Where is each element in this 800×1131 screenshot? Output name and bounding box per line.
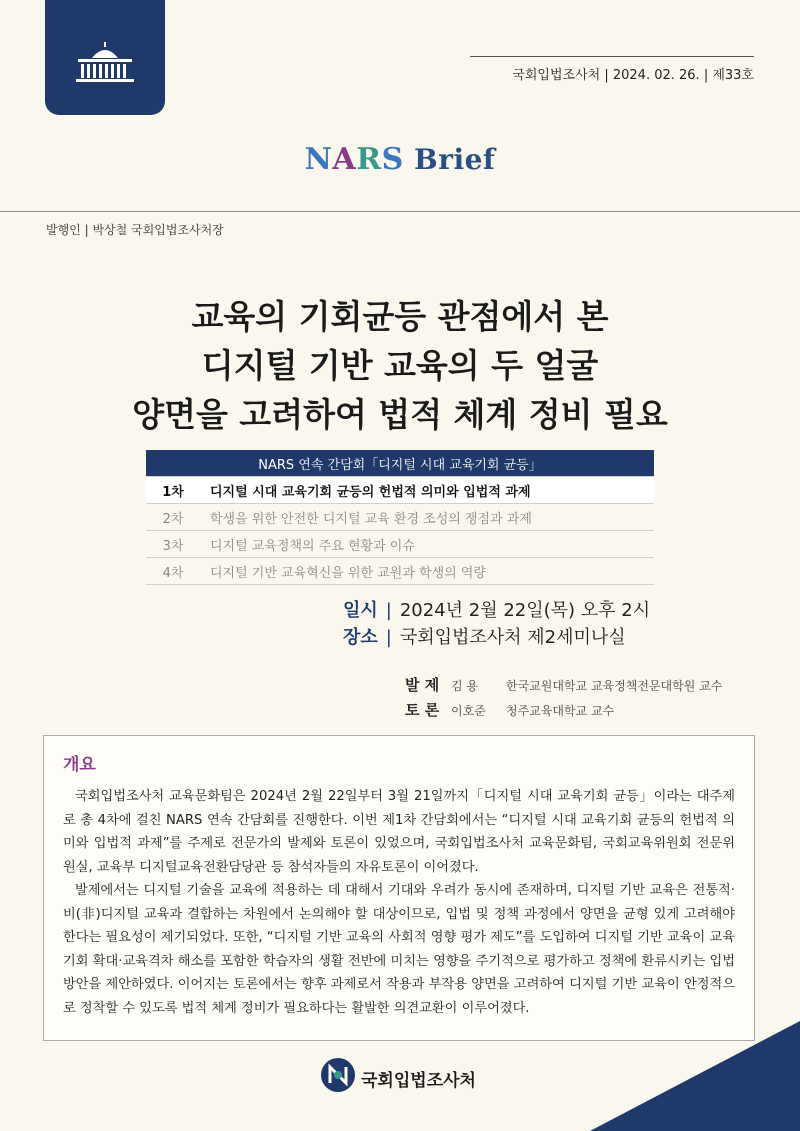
discussant-row: 토 론 이호준 청주교육대학교 교수 <box>405 701 615 719</box>
footer-org-name: 국회입법조사처 <box>361 1071 476 1091</box>
series-heading: NARS 연속 간담회「디지털 시대 교육기회 균등」 <box>146 450 654 477</box>
series-row <box>146 531 654 558</box>
series-table <box>146 450 654 585</box>
title-line-1: 교육의 기회균등 관점에서 본 <box>191 297 609 336</box>
issue-line: 국회입법조사처 | 2024. 02. 26. | 제33호 <box>512 68 754 83</box>
overview-title: 개요 <box>63 755 96 775</box>
series-no: 1차 <box>146 477 200 504</box>
header-divider <box>0 211 800 212</box>
title-line-3: 양면을 고려하여 법적 체계 정비 필요 <box>132 395 668 434</box>
nars-emblem-icon <box>320 1057 356 1093</box>
participants-block <box>405 673 722 723</box>
schedule-place: 장소 | 국회입법조사처 제2세미나실 <box>343 627 626 648</box>
nars-brief-logo: NARS Brief <box>304 142 496 177</box>
schedule-block <box>343 597 650 651</box>
series-row <box>146 558 654 585</box>
top-rule <box>470 56 754 57</box>
series-title: 디지털 교육정책의 주요 현황과 이슈 <box>200 531 654 558</box>
series-title: 디지털 기반 교육혁신을 위한 교원과 학생의 역량 <box>200 558 654 585</box>
series-title: 학생을 위한 안전한 디지털 교육 환경 조성의 쟁점과 과제 <box>200 504 654 531</box>
presenter-row: 발 제 김 용 한국교원대학교 교육정책전문대학원 교수 <box>405 676 723 694</box>
series-no: 4차 <box>146 558 200 585</box>
series-row <box>146 477 654 504</box>
series-row <box>146 504 654 531</box>
overview-paragraph-2: 발제에서는 디지털 기술을 교육에 적용하는 데 대해서 기대와 우려가 동시에 존재하며, 디지털 기반 교육은 전통적·비(非)디지털 교육과 결합하는 차원에서 논의해야 할 대상이므로, 입법 및 정책 과정에서 양면을 균형 있게 고려해야 한다는 필요성이 제기되었다. 또한, “디지털 기반 교육의 사회적 영향 평가 제도”를 도입하여 디지털 기반 교육이 교육기회 확대·교육격차 해소를 포함한 학습자의 생활 전반에 미치는 영향을 주기적으로 평가하고 정책에 환류시키는 입법 방안을 제안하였다. 이어지는 토론에서는 향후 과제로서 작용과 부작용 양면을 고려하여 디지털 기반 교육이 안정적으로 정착할 수 있도록 법적 체계 정비가 필요하다는 활발한 의견교환이 이루어졌다. <box>63 883 735 1016</box>
title-line-2: 디지털 기반 교육의 두 얼굴 <box>201 346 599 385</box>
publisher-line: 발행인 | 박상철 국회입법조사처장 <box>46 223 224 237</box>
series-no: 2차 <box>146 504 200 531</box>
series-no: 3차 <box>146 531 200 558</box>
assembly-logo-tab <box>45 0 165 115</box>
assembly-building-icon <box>72 40 138 88</box>
series-title: 디지털 시대 교육기회 균등의 헌법적 의미와 입법적 과제 <box>200 477 654 504</box>
overview-box <box>43 735 755 1041</box>
corner-decoration <box>590 1021 800 1131</box>
page-title <box>0 292 800 439</box>
overview-paragraph-1: 국회입법조사처 교육문화팀은 2024년 2월 22일부터 3월 21일까지「디지털 시대 교육기회 균등」이라는 대주제로 총 4차에 걸친 NARS 연속 간담회를 진행한다. 이번 제1차 간담회에서는 “디지털 시대 교육기회 균등의 헌법적 의미와 입법적 과제”를 주제로 전문가의 발제와 토론이 있었으며, 국회입법조사처 교육문화팀, 국회교육위원회 전문위원실, 교육부 디지털교육전환담당관 등 참석자들의 자유토론이 이어졌다. <box>63 789 735 875</box>
schedule-date: 일시 | 2024년 2월 22일(목) 오후 2시 <box>343 600 651 621</box>
